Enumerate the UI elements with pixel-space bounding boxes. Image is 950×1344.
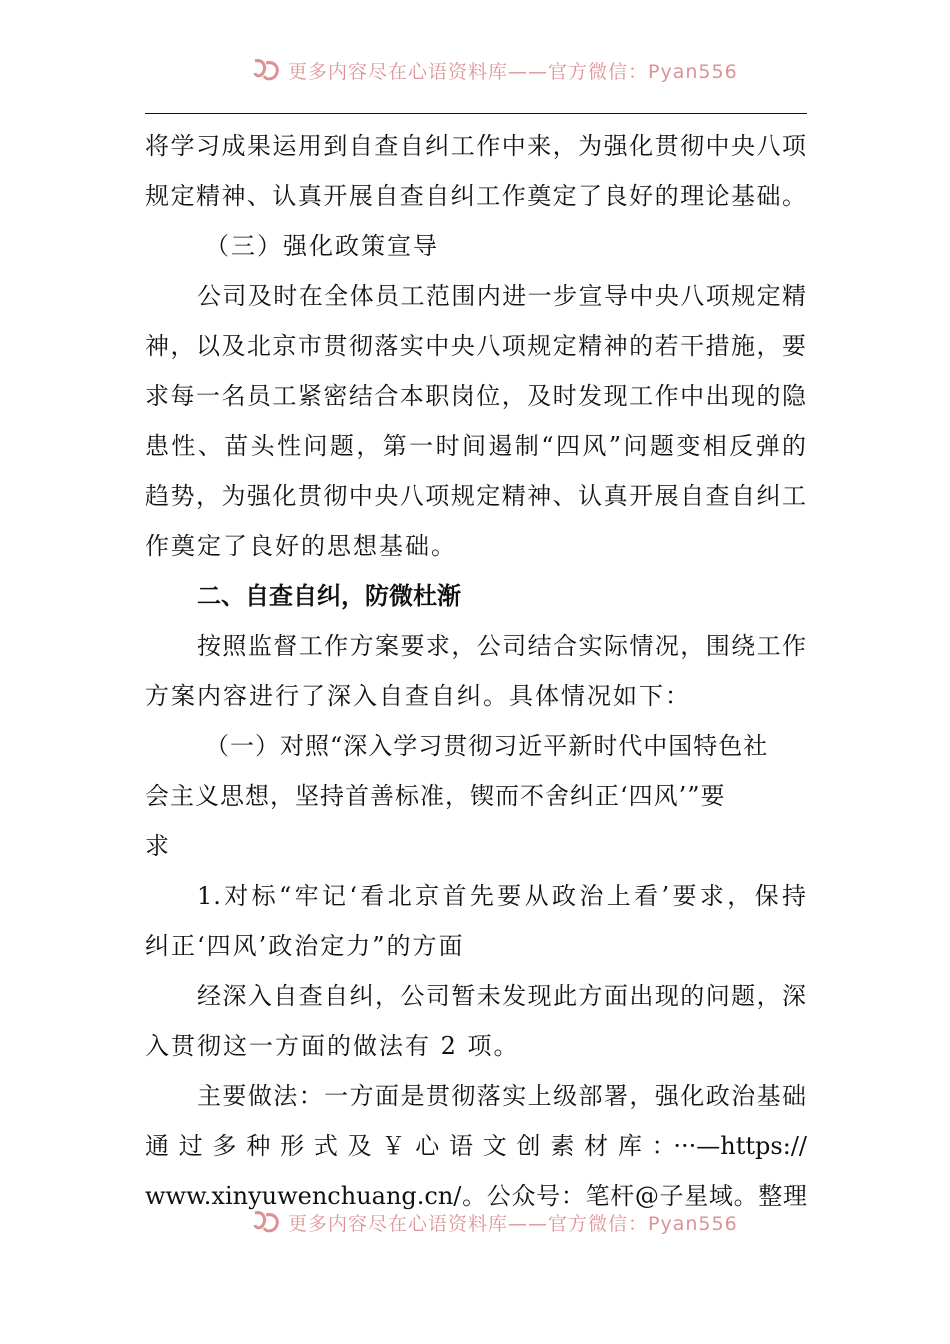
subheading-line: 会主义思想，坚持首善标准，锲而不舍纠正‘四风’”要 xyxy=(145,782,726,810)
paragraph-line: 作奠定了良好的思想基础。 xyxy=(145,532,457,560)
paragraph-line: www.xinyuwenchuang.cn/。公众号：笔杆@子星域。整理 xyxy=(145,1182,807,1210)
item-heading-line: 1.对标“牢记‘看北京首先要从政治上看’要求，保持 xyxy=(197,882,807,910)
section-heading: 二、自查自纠，防微杜渐 xyxy=(197,582,461,610)
brand-logo-icon xyxy=(252,1209,282,1235)
watermark-text: 更多内容尽在心语资料库——官方微信：Pyan556 xyxy=(288,60,738,83)
subheading-line: 求 xyxy=(145,832,169,860)
paragraph-line: 求每一名员工紧密结合本职岗位，及时发现工作中出现的隐 xyxy=(145,382,807,410)
subheading-line: （一）对照“深入学习贯彻习近平新时代中国特色社 xyxy=(205,732,769,760)
brand-logo-icon xyxy=(252,57,282,83)
document-body xyxy=(145,121,807,1221)
paragraph-line: 趋势，为强化贯彻中央八项规定精神、认真开展自查自纠工 xyxy=(145,482,807,510)
item-heading-line: 纠正‘四风’政治定力”的方面 xyxy=(145,932,465,960)
paragraph-line: 将学习成果运用到自查自纠工作中来，为强化贯彻中央八项 xyxy=(145,132,807,160)
header-watermark xyxy=(252,52,752,88)
paragraph-line: 经深入自查自纠，公司暂未发现此方面出现的问题，深 xyxy=(197,982,807,1010)
watermark-text: 更多内容尽在心语资料库——官方微信：Pyan556 xyxy=(288,1212,738,1235)
paragraph-line: 按照监督工作方案要求，公司结合实际情况，围绕工作 xyxy=(197,632,807,660)
subheading-policy-promotion: （三）强化政策宣导 xyxy=(205,232,439,260)
header-divider xyxy=(145,113,807,114)
paragraph-line: 神，以及北京市贯彻落实中央八项规定精神的若干措施，要 xyxy=(145,332,807,360)
footer-watermark xyxy=(252,1204,752,1240)
paragraph-line: 通过多种形式及￥心语文创素材库：···—https:// xyxy=(145,1132,807,1160)
paragraph-line: 方案内容进行了深入自查自纠。具体情况如下： xyxy=(145,682,691,710)
paragraph-line: 公司及时在全体员工范围内进一步宣导中央八项规定精 xyxy=(197,282,807,310)
paragraph-line: 规定精神、认真开展自查自纠工作奠定了良好的理论基础。 xyxy=(145,182,807,210)
paragraph-line: 患性、苗头性问题，第一时间遏制“四风”问题变相反弹的 xyxy=(145,432,807,460)
paragraph-line: 主要做法：一方面是贯彻落实上级部署，强化政治基础 xyxy=(197,1082,807,1110)
paragraph-line: 入贯彻这一方面的做法有 2 项。 xyxy=(145,1032,520,1060)
